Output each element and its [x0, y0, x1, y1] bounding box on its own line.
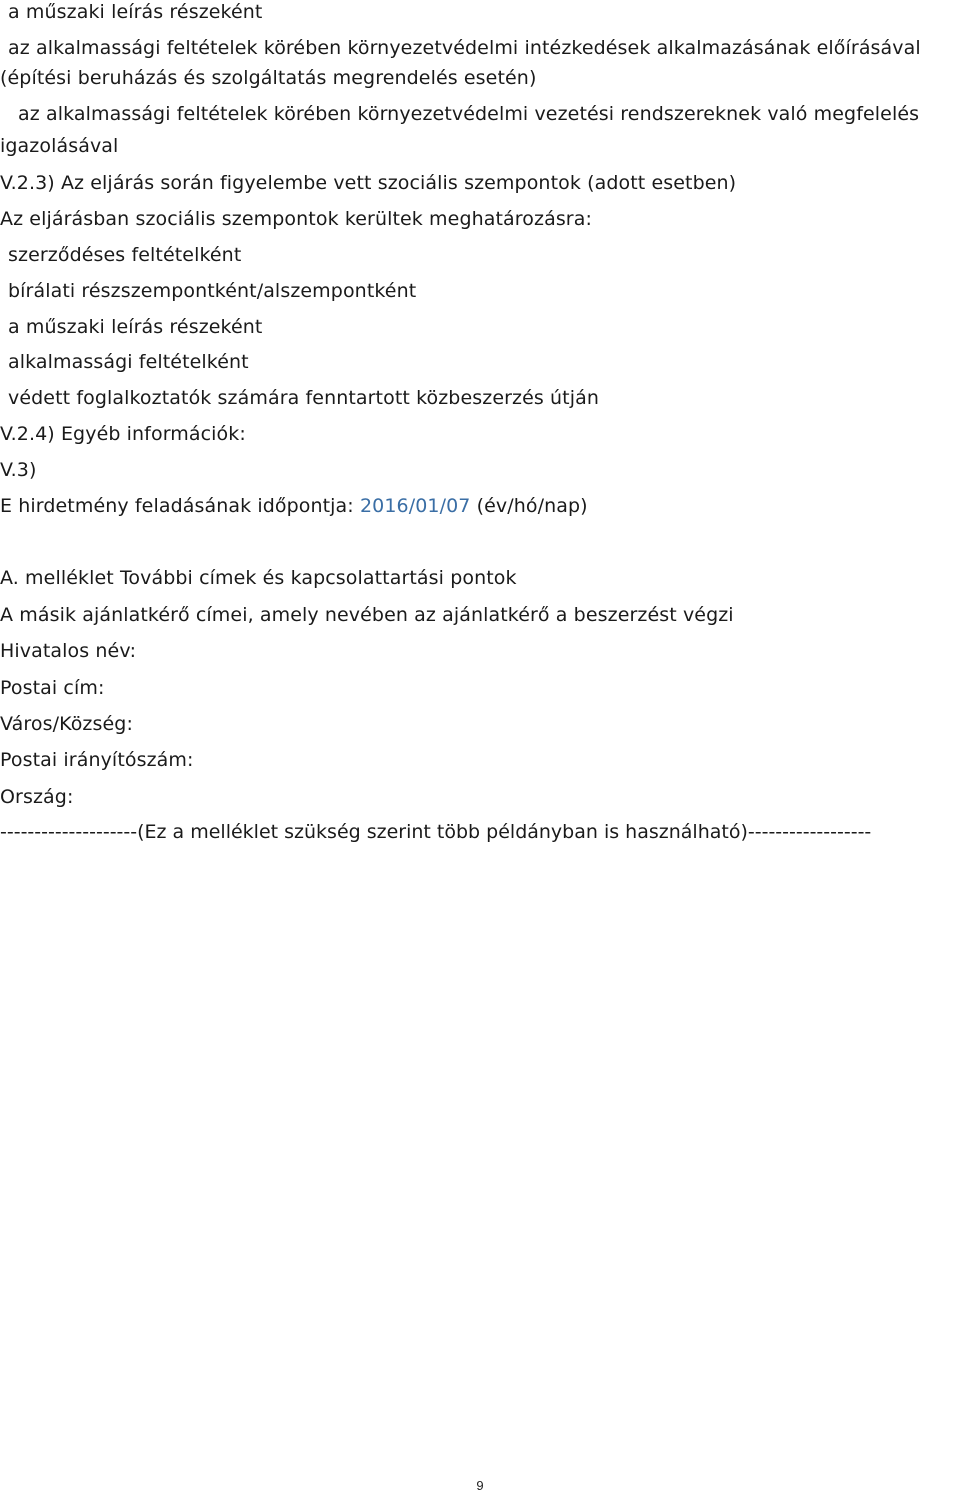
- option-environmental-management: az alkalmassági feltételek körében környezetvédelmi vezetési rendszereknek való megfelelés: [18, 103, 920, 125]
- social-option-sheltered: védett foglalkoztatók számára fenntartott közbeszerzés útján: [8, 387, 599, 409]
- social-option-contract: szerződéses feltételként: [8, 244, 242, 266]
- section-v23-heading: V.2.3) Az eljárás során figyelembe vett szociális szempontok (adott esetben): [0, 172, 737, 194]
- social-option-suitability: alkalmassági feltételként: [8, 351, 249, 373]
- annex-repeat-note: --------------------(Ez a melléklet szükség szerint több példányban is használható)------------------: [0, 821, 872, 843]
- option-environmental-measures-note: (építési beruházás és szolgáltatás megrendelés esetén): [0, 67, 537, 89]
- publication-date-line: [0, 494, 588, 518]
- annex-a-heading: A. melléklet További címek és kapcsolattartási pontok: [0, 567, 517, 589]
- publication-date-label: E hirdetmény feladásának időpontja:: [0, 495, 360, 517]
- option-environmental-measures: az alkalmassági feltételek körében környezetvédelmi intézkedések alkalmazásának előírásával: [8, 37, 921, 59]
- official-name-label: Hivatalos név:: [0, 640, 137, 662]
- social-option-technical: a műszaki leírás részeként: [8, 316, 263, 338]
- publication-date-format: (év/hó/nap): [470, 495, 588, 517]
- option-technical-description: a műszaki leírás részeként: [8, 1, 263, 23]
- section-v3-heading: V.3): [0, 459, 37, 481]
- option-environmental-management-cont: igazolásával: [0, 135, 119, 157]
- annex-a-subheading: A másik ajánlatkérő címei, amely nevében az ajánlatkérő a beszerzést végzi: [0, 604, 734, 626]
- social-aspects-statement: Az eljárásban szociális szempontok kerültek meghatározásra:: [0, 208, 592, 230]
- section-v24-heading: V.2.4) Egyéb információk:: [0, 423, 246, 445]
- publication-date-value: 2016/01/07: [359, 495, 471, 517]
- social-option-evaluation: bírálati részszempontként/alszempontként: [8, 280, 417, 302]
- country-label: Ország:: [0, 786, 74, 808]
- city-label: Város/Község:: [0, 713, 133, 735]
- postal-code-label: Postai irányítószám:: [0, 749, 194, 771]
- postal-address-label: Postai cím:: [0, 677, 105, 699]
- page-number: 9: [476, 1478, 484, 1493]
